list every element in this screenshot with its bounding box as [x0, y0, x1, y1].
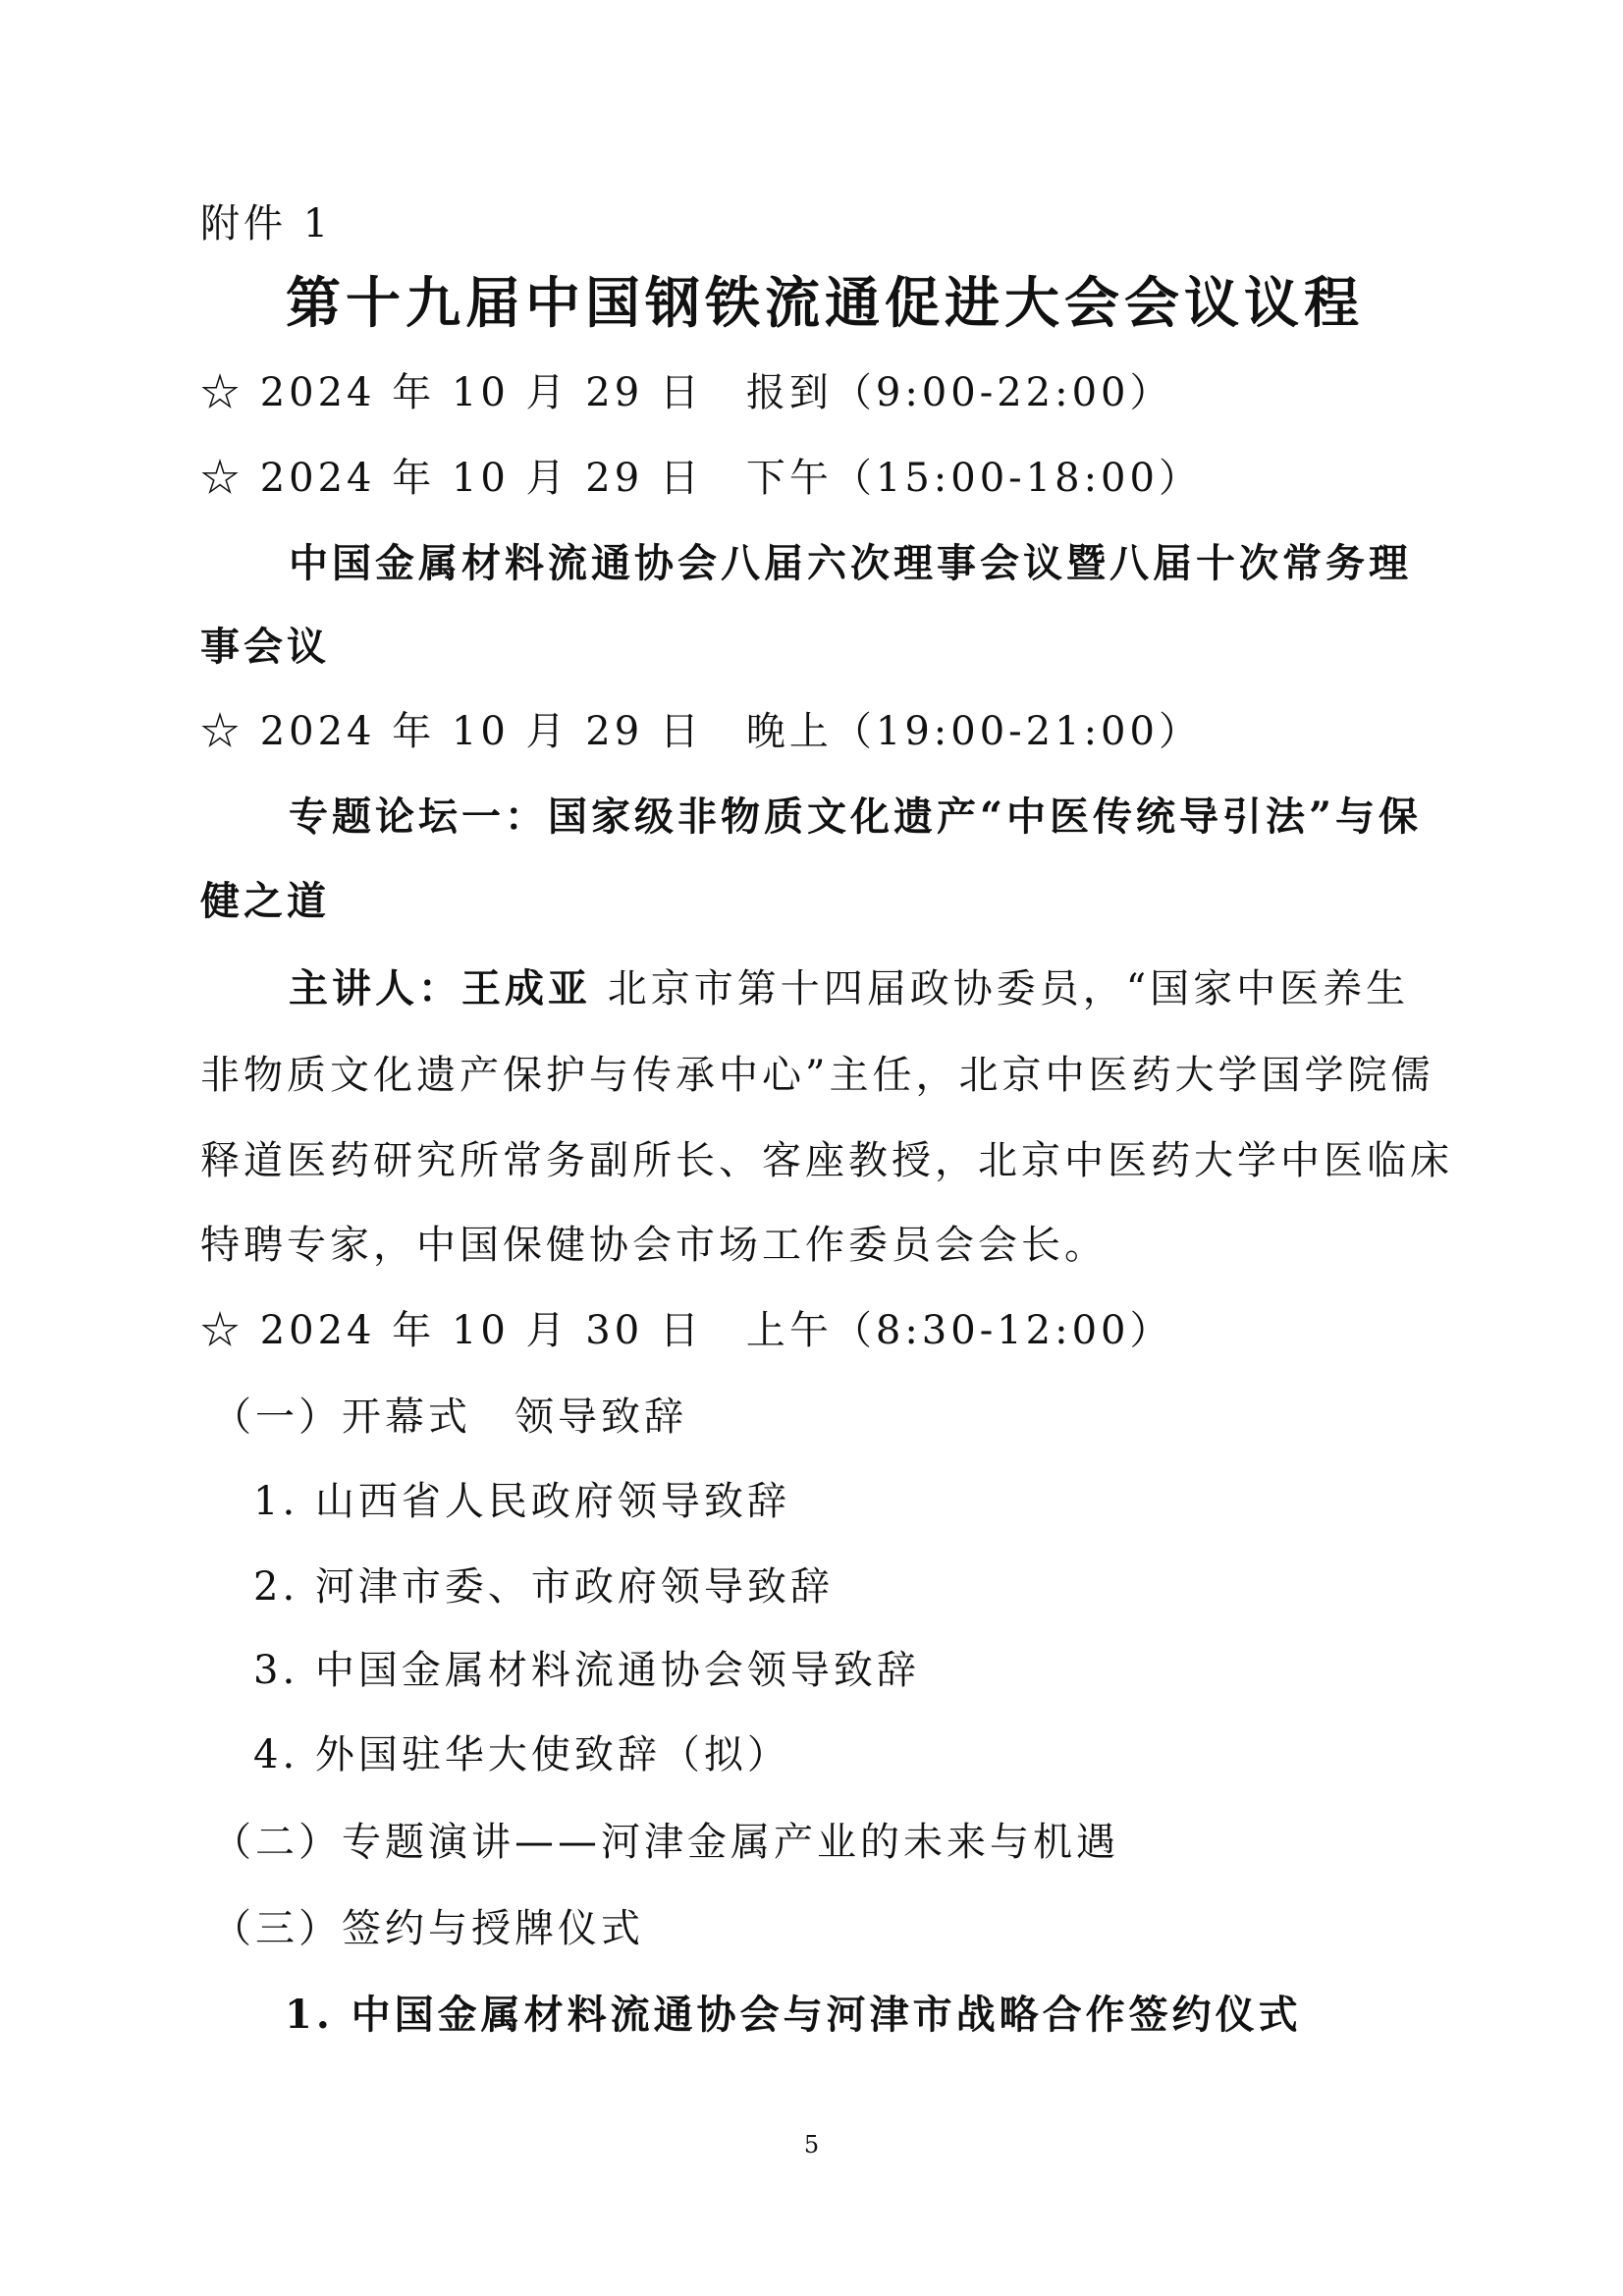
- session-desc: 中国金属材料流通协会八届六次理事会议暨八届十次常务理: [289, 540, 1412, 586]
- attachment-label: 附件 1: [200, 201, 333, 246]
- session-desc: 专题论坛一：国家级非物质文化遗产“中医传统导引法”与保: [289, 793, 1423, 840]
- list-item: 3. 中国金属材料流通协会领导致辞: [253, 1648, 920, 1693]
- speaker-bio: 北京市第十四届政协委员，“国家中医养生: [591, 966, 1410, 1011]
- schedule-item: ☆ 2024 年 10 月 29 日 下午（15:00-18:00）: [200, 456, 1202, 501]
- page-number: 5: [803, 2131, 820, 2159]
- schedule-item: ☆ 2024 年 10 月 30 日 上午（8:30-12:00）: [200, 1308, 1173, 1353]
- list-item: 2. 河津市委、市政府领导致辞: [253, 1564, 834, 1610]
- speaker-bio: 非物质文化遗产保护与传承中心”主任，北京中医药大学国学院儒: [200, 1053, 1434, 1098]
- schedule-item: ☆ 2024 年 10 月 29 日 晚上（19:00-21:00）: [200, 709, 1202, 754]
- speaker-label: 主讲人：王成亚: [289, 965, 591, 1011]
- list-item: 1. 中国金属材料流通协会与河津市战略合作签约仪式: [285, 1992, 1302, 2038]
- section-heading: （一）开幕式 领导致辞: [212, 1394, 687, 1440]
- section-heading: （三）签约与授牌仪式: [212, 1906, 644, 1951]
- session-desc: 健之道: [200, 878, 330, 924]
- list-item: 4. 外国驻华大使致辞（拟）: [253, 1732, 790, 1777]
- speaker-bio: 特聘专家，中国保健协会市场工作委员会会长。: [200, 1223, 1108, 1268]
- page-title: 第十九届中国钢铁流通促进大会会议议程: [286, 272, 1364, 336]
- list-item: 1. 山西省人民政府领导致辞: [253, 1479, 790, 1524]
- section-heading: （二）专题演讲——河津金属产业的未来与机遇: [212, 1820, 1119, 1865]
- schedule-item: ☆ 2024 年 10 月 29 日 报到（9:00-22:00）: [200, 370, 1173, 415]
- speaker-line: [289, 961, 1409, 1016]
- speaker-bio: 释道医药研究所常务副所长、客座教授，北京中医药大学中医临床: [200, 1138, 1453, 1183]
- session-desc: 事会议: [200, 624, 330, 670]
